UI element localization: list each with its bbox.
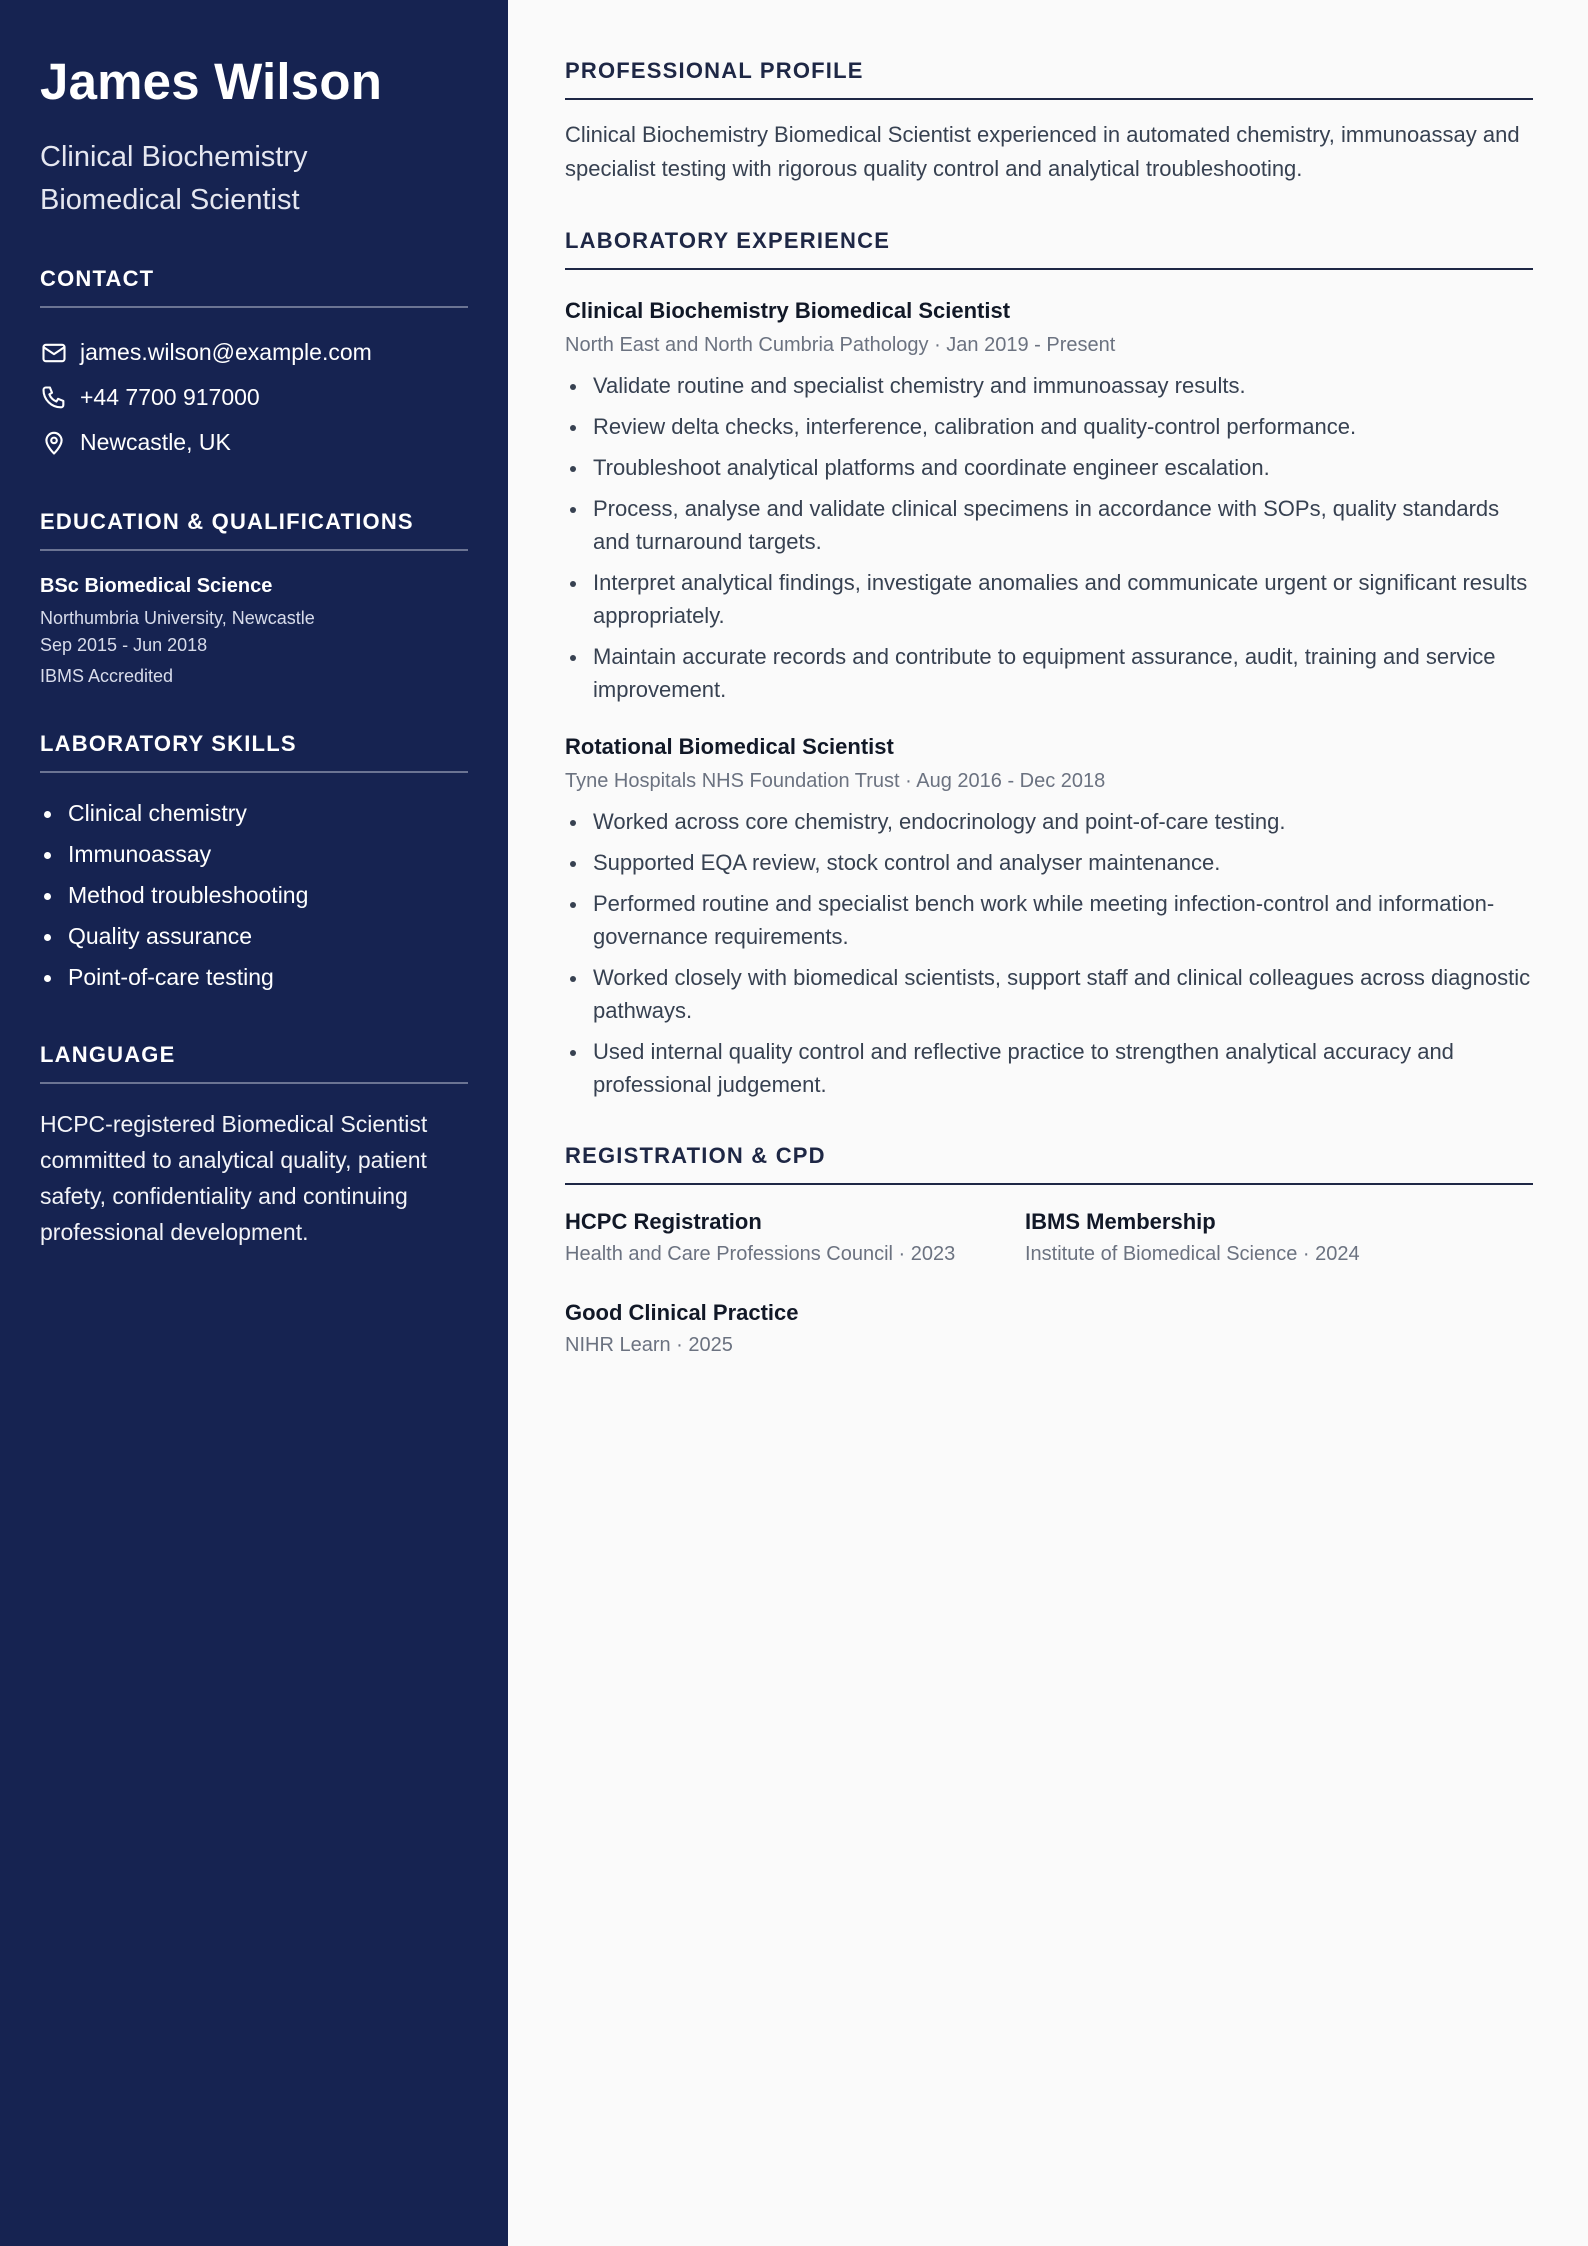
job-title: Clinical Biochemistry Biomedical Scientist xyxy=(565,298,1011,323)
registration-meta: NIHR Learn · 2025 xyxy=(565,1334,733,1356)
phone-icon xyxy=(40,384,68,412)
language-text: HCPC-registered Biomedical Scientist committed to analytical quality, patient safety, confidentiality and continuing professional development. xyxy=(40,1111,428,1245)
sidebar xyxy=(0,0,508,2246)
job-bullet: Worked closely with biomedical scientists, support staff and clinical colleagues across diagnostic pathways. xyxy=(565,961,1533,1027)
education-entry xyxy=(40,575,468,687)
registration-item xyxy=(1025,1209,1485,1266)
job-bullet: Process, analyse and validate clinical specimens in accordance with SOPs, quality standards and turnaround targets. xyxy=(565,492,1533,558)
skills-list xyxy=(40,793,468,998)
location-pin-icon xyxy=(40,429,68,457)
candidate-name: James Wilson xyxy=(40,53,383,110)
job-bullet: Performed routine and specialist bench work while meeting infection-control and information-governance requirements. xyxy=(565,887,1533,953)
job-bullet: Review delta checks, interference, calibration and quality-control performance. xyxy=(565,410,1533,443)
experience-section xyxy=(565,228,1533,1101)
job-bullet: Validate routine and specialist chemistry and immunoassay results. xyxy=(565,369,1533,402)
registration-meta: Institute of Biomedical Science · 2024 xyxy=(1025,1243,1360,1265)
skill-item: Method troubleshooting xyxy=(40,875,468,916)
job-bullets xyxy=(565,805,1533,1101)
profile-text: Clinical Biochemistry Biomedical Scientist experienced in automated chemistry, immunoassay and specialist testing with rigorous quality control and analytical troubleshooting. xyxy=(565,122,1520,181)
registration-name: IBMS Membership xyxy=(1025,1209,1216,1234)
contact-location-row xyxy=(40,420,468,465)
main-content xyxy=(565,0,1533,1391)
education-note: IBMS Accredited xyxy=(40,666,174,686)
language-heading: LANGUAGE xyxy=(40,1042,468,1084)
registration-name: Good Clinical Practice xyxy=(565,1300,799,1325)
registration-heading: REGISTRATION & CPD xyxy=(565,1143,1533,1185)
registration-item xyxy=(565,1300,1025,1357)
profile-section xyxy=(565,58,1533,186)
skills-heading: LABORATORY SKILLS xyxy=(40,731,468,773)
contact-list xyxy=(40,330,468,465)
registration-grid xyxy=(565,1209,1533,1391)
skill-item: Immunoassay xyxy=(40,834,468,875)
job-bullet: Worked across core chemistry, endocrinology and point-of-care testing. xyxy=(565,805,1533,838)
job-meta: Tyne Hospitals NHS Foundation Trust · Aug 2016 - Dec 2018 xyxy=(565,770,1106,792)
contact-heading: CONTACT xyxy=(40,266,468,308)
profile-heading: PROFESSIONAL PROFILE xyxy=(565,58,1533,100)
role-line-1: Clinical Biochemistry xyxy=(40,141,308,173)
registration-name: HCPC Registration xyxy=(565,1209,762,1234)
skill-item: Point-of-care testing xyxy=(40,957,468,998)
education-heading: EDUCATION & QUALIFICATIONS xyxy=(40,509,468,551)
education-school: Northumbria University, Newcastle xyxy=(40,608,315,628)
job-bullet: Maintain accurate records and contribute to equipment assurance, audit, training and service improvement. xyxy=(565,640,1533,706)
skill-item: Clinical chemistry xyxy=(40,793,468,834)
mail-icon xyxy=(40,339,68,367)
registration-meta: Health and Care Professions Council · 2023 xyxy=(565,1243,956,1265)
candidate-role xyxy=(40,136,468,222)
job-bullet: Used internal quality control and reflective practice to strengthen analytical accuracy and professional judgement. xyxy=(565,1035,1533,1101)
job-title: Rotational Biomedical Scientist xyxy=(565,734,894,759)
job-bullet: Troubleshoot analytical platforms and coordinate engineer escalation. xyxy=(565,451,1533,484)
contact-email[interactable]: james.wilson@example.com xyxy=(80,339,372,365)
contact-location: Newcastle, UK xyxy=(80,429,231,455)
education-dates: Sep 2015 - Jun 2018 xyxy=(40,635,208,655)
skill-item: Quality assurance xyxy=(40,916,468,957)
contact-phone[interactable]: +44 7700 917000 xyxy=(80,384,260,410)
role-line-2: Biomedical Scientist xyxy=(40,184,300,216)
job-meta: North East and North Cumbria Pathology · Jan 2019 - Present xyxy=(565,334,1116,356)
experience-heading: LABORATORY EXPERIENCE xyxy=(565,228,1533,270)
job-bullet: Interpret analytical findings, investigate anomalies and communicate urgent or significant results appropriately. xyxy=(565,566,1533,632)
job-bullets xyxy=(565,369,1533,706)
contact-phone-row xyxy=(40,375,468,420)
job-bullet: Supported EQA review, stock control and analyser maintenance. xyxy=(565,846,1533,879)
contact-email-row xyxy=(40,330,468,375)
registration-item xyxy=(565,1209,1025,1266)
registration-section xyxy=(565,1143,1533,1391)
job-entry xyxy=(565,734,1533,1101)
job-entry xyxy=(565,298,1533,706)
education-degree: BSc Biomedical Science xyxy=(40,575,273,597)
